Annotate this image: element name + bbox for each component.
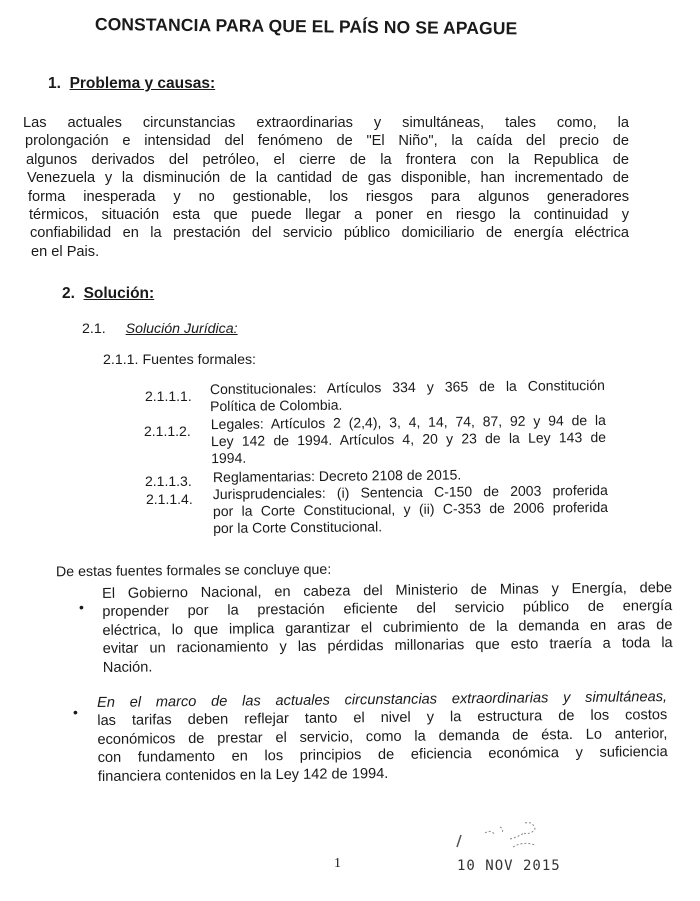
bullet-line: El Gobierno Nacional, en cabeza del Ministerio de Minas y Energía, debe <box>102 580 673 602</box>
bullet-line: económicos de prestar el servicio, como la demanda de ésta. Lo anterior, <box>97 725 668 748</box>
section-number: 1. <box>48 75 61 92</box>
subsection-number: 2.1. <box>82 321 106 337</box>
item-line: Política de Colombia. <box>210 396 343 415</box>
bullet-line: las tarifas deben reflejar tanto el nivel y la estructura de los costos <box>97 707 668 730</box>
bullet-line: Nación. <box>102 659 153 676</box>
bullet-line: propender por la prestación eficiente del servicio público de energía <box>102 598 673 621</box>
item-number: 2.1.1.3. <box>145 473 192 489</box>
item-text <box>213 482 609 537</box>
subsection-title: Fuentes formales: <box>142 352 257 368</box>
bullet-line: financiera contenidos en la Ley 142 de 1994. <box>97 765 389 785</box>
paragraph-line: algunos derivados del petróleo, el cierre de la frontera con la Republica de <box>26 151 629 168</box>
document-title: CONSTANCIA PARA QUE EL PAÍS NO SE APAGUE <box>94 14 518 39</box>
item-number: 2.1.1.2. <box>144 423 191 439</box>
item-line: Legales: Artículos 2 (2,4), 3, 4, 14, 74, 87, 92 y 94 de la <box>210 411 606 433</box>
item-line: Jurisprudenciales: (i) Sentencia C-150 de 2003 proferida <box>212 481 608 503</box>
paragraph-line: térmicos, situación esta que puede llegar a poner en riesgo la continuidad y <box>29 207 629 224</box>
paragraph-line: Las actuales circunstancias extraordinarias y simultáneas, tales como, la <box>23 115 629 131</box>
item-line: Constitucionales: Artículos 334 y 365 de la Constitución <box>209 376 605 398</box>
paragraph-line: prolongación e intensidad del fenómeno de "El Niño", la caída del precio de <box>25 133 629 150</box>
bullet-icon: • <box>73 704 78 720</box>
section-title: Solución: <box>83 285 155 302</box>
date-stamp: 10 NOV 2015 <box>457 858 561 874</box>
item-line: por la Corte Constitucional, y (ii) C-353 de 2006 proferida <box>212 498 609 520</box>
subsection-number: 2.1.1. <box>103 352 139 368</box>
paragraph-line: Venezuela y la disminución de la cantidad de gas disponible, han incrementado de <box>27 170 629 187</box>
bullet-line: evitar un racionamiento y las pérdidas millonarias que esto traería a toda la <box>102 635 673 658</box>
bullet-line: con fundamento en los principios de eficiencia económica y suficiencia <box>97 744 668 767</box>
item-line: por la Corte Constitucional. <box>213 518 383 537</box>
item-number: 2.1.1.4. <box>146 491 193 507</box>
conclusion-intro: De estas fuentes formales se concluye que: <box>55 561 332 581</box>
subsection-title: Solución Jurídica: <box>125 321 238 337</box>
paragraph-line: en el Pais. <box>31 243 100 260</box>
conclusion-bullet-2 <box>97 688 668 786</box>
conclusion-bullet-1 <box>102 579 673 677</box>
item-line: Reglamentarias: Decreto 2108 de 2015. <box>212 466 462 486</box>
item-line: Ley 142 de 1994. Artículos 4, 20 y 23 de la Ley 143 de <box>210 428 607 450</box>
bullet-icon: • <box>79 599 84 615</box>
bullet-line: eléctrica, lo que implica garantizar el cubrimiento de la demanda en aras de <box>102 616 673 639</box>
page-number: 1 <box>334 856 341 871</box>
paragraph-line: forma inesperada y no gestionable, los riesgos para algunos generadores <box>28 188 629 205</box>
item-line: 1994. <box>211 449 247 467</box>
section-title: Problema y causas: <box>69 75 216 92</box>
paragraph-line: confiabilidad en la prestación del servicio público domiciliario de energía eléctrica <box>30 225 629 242</box>
bullet-line: En el marco de las actuales circunstancias extraordinarias y simultáneas, <box>97 689 668 711</box>
item-text <box>210 377 605 415</box>
item-number: 2.1.1.1. <box>145 388 192 404</box>
section-number: 2. <box>62 285 75 302</box>
item-text <box>211 412 607 467</box>
